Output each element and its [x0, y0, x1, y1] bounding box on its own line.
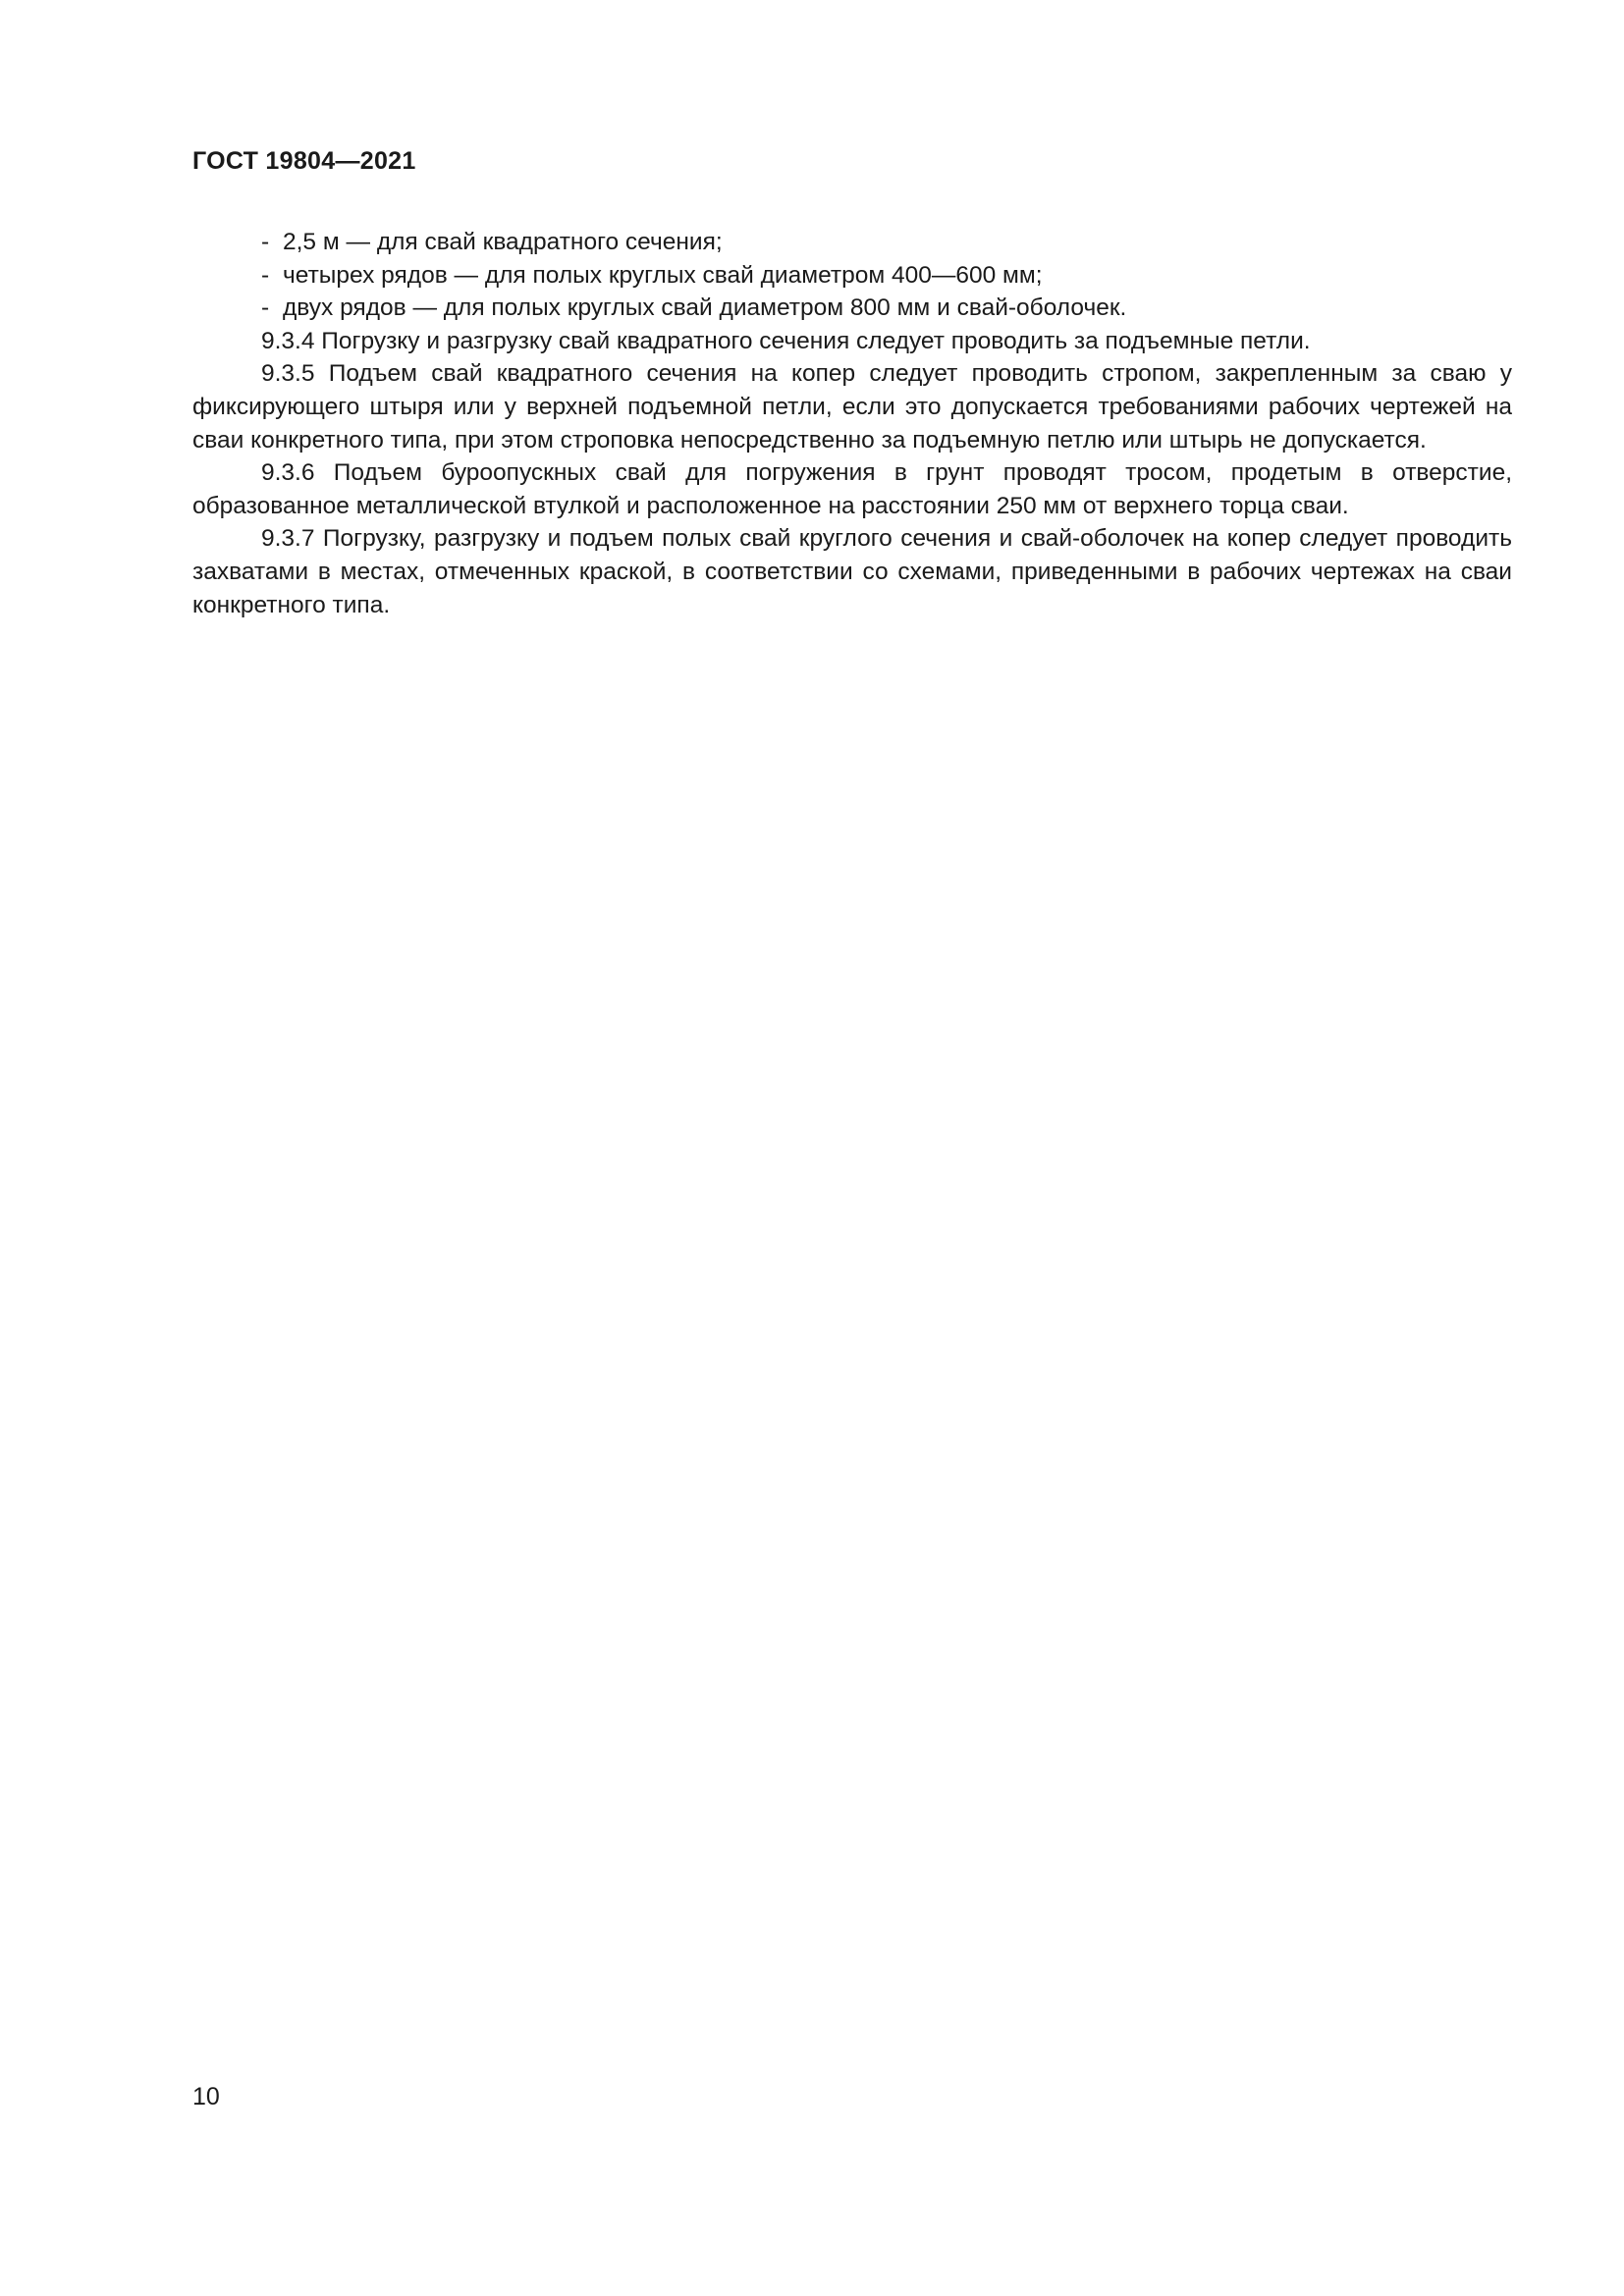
list-marker: - — [261, 229, 270, 255]
list-item — [192, 292, 1512, 325]
page-number: 10 — [192, 2083, 220, 2110]
paragraph-9-3-7: 9.3.7 Погрузку, разгрузку и подъем полых свай круглого сечения и свай-оболочек на копер следует проводить захватами в местах, отмеченных краской, в соответствии со схемами, приведенными в рабочих чертежах на сваи конкретного типа. — [192, 525, 1512, 618]
list-marker: - — [261, 294, 270, 322]
standard-code: ГОСТ 19804—2021 — [192, 147, 416, 175]
list-item — [192, 259, 1512, 293]
list-item-text: двух рядов — для полых круглых свай диаметром 800 мм и свай-оболочек. — [283, 294, 1127, 322]
list-marker: - — [261, 261, 270, 289]
list-item-text: 2,5 м — для свай квадратного сечения; — [283, 229, 723, 255]
document-header — [192, 147, 416, 176]
paragraph-9-3-5: 9.3.5 Подъем свай квадратного сечения на копер следует проводить стропом, закрепленным за сваю у фиксирующего штыря или у верхней подъемной петли, если это допускается требованиями рабочих чертежей на сваи конкретного типа, при этом строповка непосредственно за подъемную петлю или штырь не допускается. — [192, 360, 1512, 454]
paragraph-9-3-6: 9.3.6 Подъем буроопускных свай для погружения в грунт проводят тросом, продетым в отверстие, образованное металлической втулкой и расположенное на расстоянии 250 мм от верхнего торца сваи. — [192, 459, 1512, 519]
paragraph-9-3-4: 9.3.4 Погрузку и разгрузку свай квадратного сечения следует проводить за подъемные петли. — [261, 327, 1311, 354]
list-item-text: четырех рядов — для полых круглых свай диаметром 400—600 мм; — [283, 261, 1043, 289]
list-item — [192, 226, 1512, 259]
document-body — [192, 226, 1512, 621]
